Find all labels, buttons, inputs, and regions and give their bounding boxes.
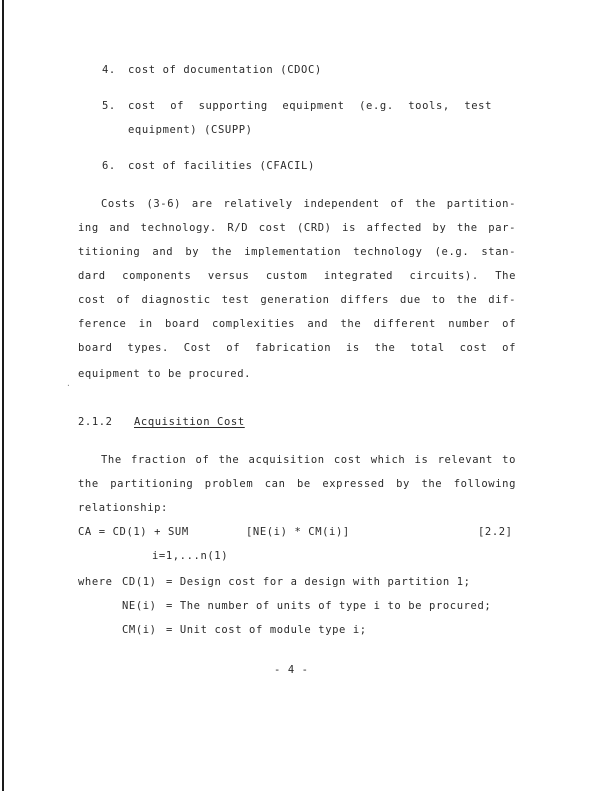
list-item-5-text: cost of supporting equipment (e.g. tools, test — [128, 100, 492, 112]
equation-lhs: CA = CD(1) + SUM — [78, 526, 189, 538]
list-item-6-text: cost of facilities (CFACIL) — [128, 160, 315, 172]
paragraph-1-line-3: titioning and by the implementation technology (e.g. stan- — [78, 246, 516, 258]
list-item-6-number: 6. — [102, 160, 116, 172]
paragraph-1-line-4: dard components versus custom integrated circuits). The — [78, 270, 516, 282]
section-title: Acquisition Cost — [134, 416, 245, 428]
scan-speck: · — [66, 381, 71, 390]
definition-where: where — [78, 576, 120, 588]
paragraph-1-line-5: cost of diagnostic test generation differs due to the dif- — [78, 294, 516, 306]
section-number: 2.1.2 — [78, 416, 113, 428]
paragraph-1-line-2: ing and technology. R/D cost (CRD) is affected by the par- — [78, 222, 516, 234]
paragraph-1-line-1: Costs (3-6) are relatively independent of the partition- — [101, 198, 516, 210]
definition-term-cd: CD(1) — [122, 576, 157, 588]
definition-desc-cd: = Design cost for a design with partition 1; — [166, 576, 471, 588]
paragraph-2-line-1: The fraction of the acquisition cost which is relevant to — [101, 454, 516, 466]
equation-rhs: [NE(i) * CM(i)] — [246, 526, 350, 538]
list-item-5-number: 5. — [102, 100, 116, 112]
definition-term-cm: CM(i) — [122, 624, 157, 636]
scan-edge-line — [2, 0, 4, 791]
list-item-5-continuation: equipment) (CSUPP) — [128, 124, 253, 136]
definition-term-ne: NE(i) — [122, 600, 157, 612]
equation-subscript: i=1,...n(1) — [152, 550, 229, 562]
list-item-4-number: 4. — [102, 64, 116, 76]
page-number: - 4 - — [274, 664, 309, 676]
paragraph-2-last-line: relationship: — [78, 502, 168, 514]
equation-label: [2.2] — [478, 526, 513, 538]
list-item-4-text: cost of documentation (CDOC) — [128, 64, 322, 76]
definition-desc-cm: = Unit cost of module type i; — [166, 624, 367, 636]
definition-desc-ne: = The number of units of type i to be procured; — [166, 600, 492, 612]
paragraph-1-line-7: board types. Cost of fabrication is the total cost of — [78, 342, 516, 354]
paragraph-1-line-6: ference in board complexities and the different number of — [78, 318, 516, 330]
paragraph-2-line-2: the partitioning problem can be expressed by the following — [78, 478, 516, 490]
paragraph-1-last-line: equipment to be procured. — [78, 368, 252, 380]
